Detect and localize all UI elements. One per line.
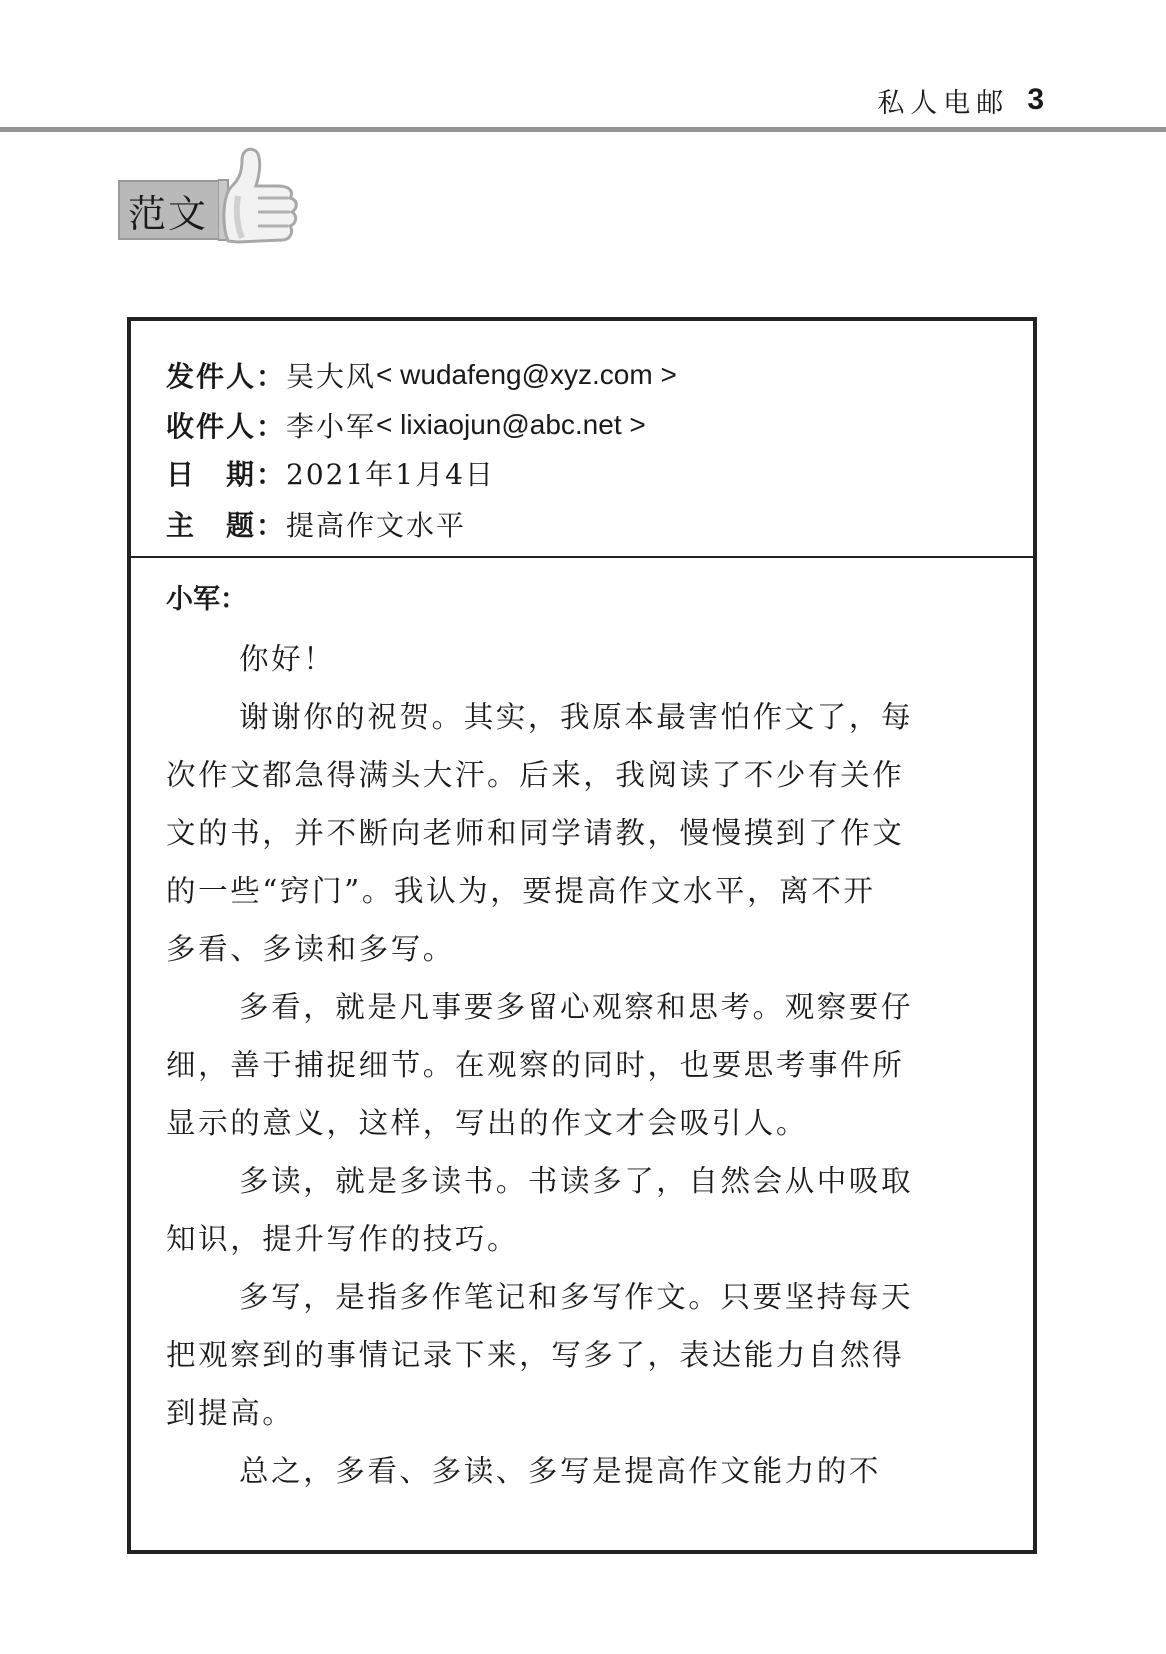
body-line: 文的书，并不断向老师和同学请教，慢慢摸到了作文 [166, 816, 905, 850]
header-date [166, 453, 495, 493]
to-name: 李小军 [286, 410, 377, 443]
from-address: < wudafeng@xyz.com > [376, 359, 677, 390]
to-label: 收件人： [166, 410, 287, 443]
header-subject [166, 504, 466, 544]
date-value: 2021年1月4日 [286, 458, 495, 491]
thumbs-up-icon [218, 146, 308, 246]
body-line: 谢谢你的祝贺。其实，我原本最害怕作文了，每 [239, 700, 914, 734]
header-to [166, 405, 646, 445]
body-line: 总之，多看、多读、多写是提高作文能力的不 [239, 1454, 882, 1488]
body-line: 显示的意义，这样，写出的作文才会吸引人。 [166, 1106, 809, 1140]
body-line: 次作文都急得满头大汗。后来，我阅读了不少有关作 [166, 758, 905, 792]
badge-label: 范文 [118, 180, 226, 240]
header-from [166, 355, 677, 395]
body-line: 细，善于捕捉细节。在观察的同时，也要思考事件所 [166, 1048, 905, 1082]
model-essay-badge [118, 146, 308, 246]
to-address: < lixiaojun@abc.net > [376, 409, 646, 440]
body-line: 多看，就是凡事要多留心观察和思考。观察要仔 [239, 990, 914, 1024]
page-number: 3 [1027, 83, 1044, 116]
chapter-title: 私人电邮 [877, 87, 1010, 119]
subject-value: 提高作文水平 [286, 509, 467, 542]
date-label: 日 期： [166, 458, 287, 491]
header-body-divider [131, 556, 1033, 558]
subject-label: 主 题： [166, 509, 287, 542]
running-head [877, 80, 1044, 120]
salutation: 小军： [166, 584, 247, 615]
body-line: 多读，就是多读书。书读多了，自然会从中吸取 [239, 1164, 914, 1198]
body-line: 多看、多读和多写。 [166, 932, 455, 966]
body-line: 多写，是指多作笔记和多写作文。只要坚持每天 [239, 1280, 914, 1314]
email-example [127, 317, 1037, 1554]
header-rule [0, 127, 1166, 132]
from-name: 吴大风 [286, 360, 377, 393]
body-line: 你好！ [239, 642, 336, 676]
body-line: 知识，提升写作的技巧。 [166, 1222, 520, 1256]
body-line: 把观察到的事情记录下来，写多了，表达能力自然得 [166, 1338, 905, 1372]
body-line: 的一些“窍门”。我认为，要提高作文水平，离不开 [166, 874, 876, 908]
body-line: 到提高。 [166, 1396, 295, 1430]
from-label: 发件人： [166, 360, 287, 393]
